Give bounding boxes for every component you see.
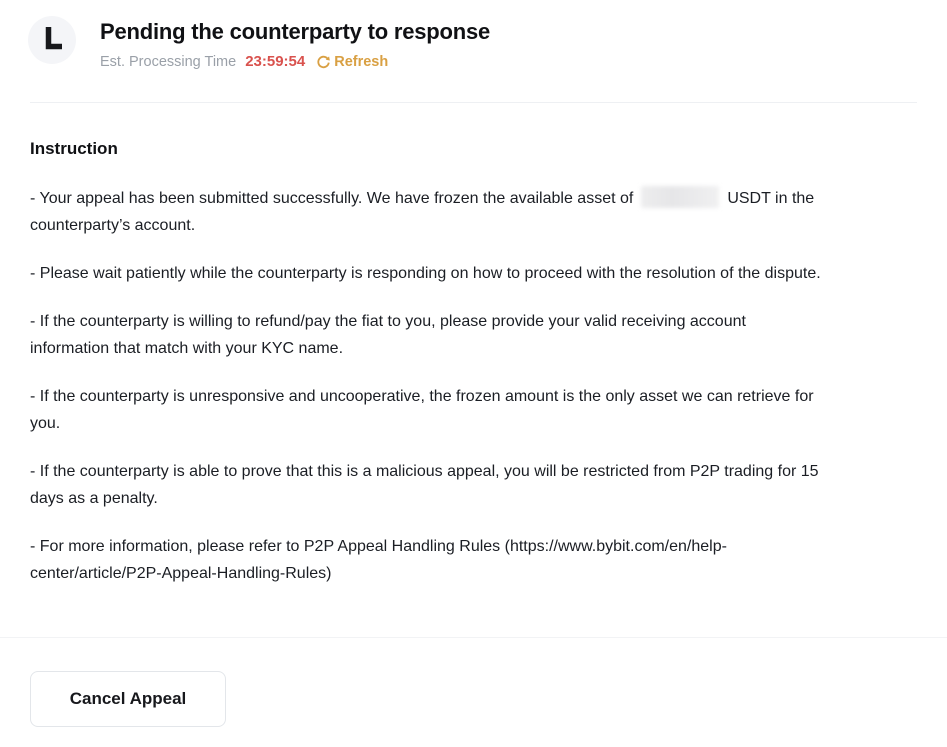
processing-time-label: Est. Processing Time (100, 54, 237, 70)
paragraph-line (30, 185, 921, 212)
footer (0, 638, 947, 727)
instruction-heading: Instruction (30, 139, 118, 158)
paragraph-line: - For more information, please refer to P2P Appeal Handling Rules (https://www.bybit.com/en/help- (30, 538, 727, 555)
processing-timer: 23:59:54 (245, 53, 306, 70)
paragraph-line: you. (30, 415, 61, 432)
instruction-paragraph-refund-info (30, 308, 921, 362)
clock-icon (28, 16, 76, 64)
refresh-label: Refresh (334, 54, 389, 70)
paragraph-line: information that match with your KYC name. (30, 340, 344, 357)
paragraph-line: - If the counterparty is willing to refund/pay the fiat to you, please provide your valid receiving account (30, 313, 746, 330)
instruction-paragraph-unresponsive (30, 383, 921, 437)
paragraph-line: days as a penalty. (30, 490, 158, 507)
paragraph-line: - If the counterparty is unresponsive and uncooperative, the frozen amount is the only asset we can retrieve for (30, 388, 814, 405)
text-before-redacted: - Your appeal has been submitted successfully. We have frozen the available asset of (30, 190, 634, 207)
text-after-redacted: USDT in the (727, 190, 815, 207)
header (0, 0, 947, 72)
paragraph-line: - If the counterparty is able to prove that this is a malicious appeal, you will be restricted from P2P trading for 15 (30, 463, 819, 480)
paragraph-line: - Please wait patiently while the counterparty is responding on how to proceed with the resolution of the dispute. (30, 265, 821, 282)
processing-time-row (100, 52, 490, 72)
instruction-paragraph-malicious-appeal (30, 458, 921, 512)
page-title: Pending the counterparty to response (100, 19, 491, 44)
refresh-icon (316, 55, 331, 70)
instruction-paragraph-wait-patiently (30, 260, 921, 287)
paragraph-line: counterparty’s account. (30, 217, 196, 234)
instruction-paragraph-more-info (30, 533, 921, 587)
instruction-paragraph-appeal-submitted (30, 185, 921, 239)
cancel-appeal-button[interactable]: Cancel Appeal (30, 671, 226, 727)
refresh-button[interactable] (316, 54, 388, 70)
header-texts (100, 16, 490, 72)
paragraph-line: center/article/P2P-Appeal-Handling-Rules) (30, 565, 332, 582)
instruction-section (0, 103, 947, 587)
redacted-amount (641, 186, 719, 208)
